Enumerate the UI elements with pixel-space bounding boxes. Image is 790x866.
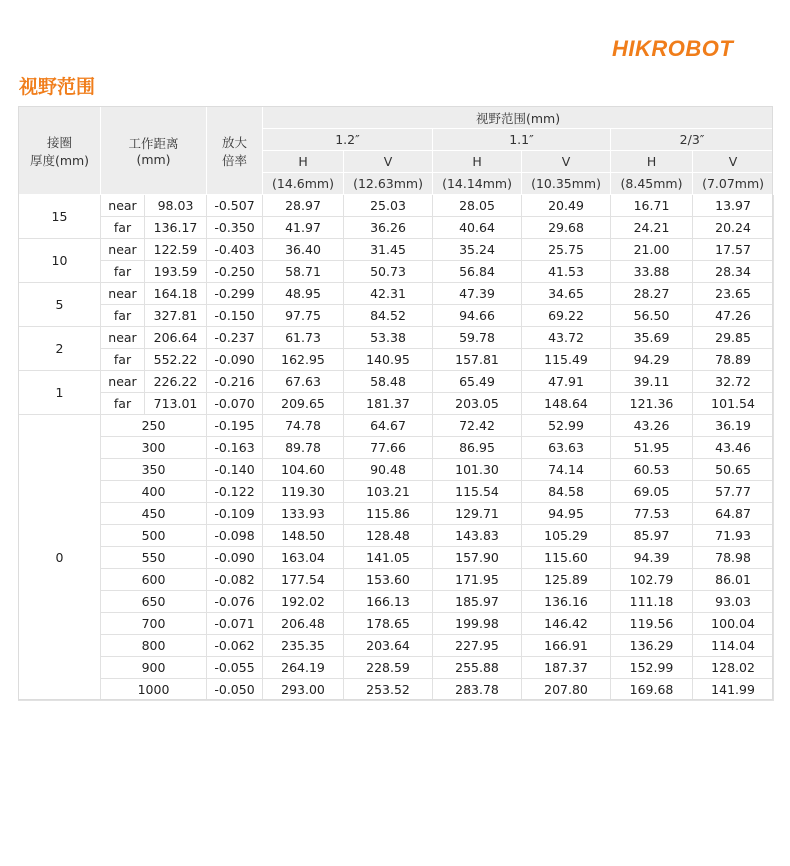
fov-value-cell: 69.05 [611, 481, 693, 503]
distance-header [101, 107, 207, 195]
fov-value-cell: 169.68 [611, 679, 693, 701]
fov-value-cell: 25.03 [344, 195, 433, 217]
magnification-cell: -0.403 [207, 239, 263, 261]
fov-value-cell: 41.97 [263, 217, 344, 239]
magnification-header [207, 107, 263, 195]
fov-value-cell: 52.99 [522, 415, 611, 437]
fov-value-cell: 64.87 [693, 503, 774, 525]
fov-value-cell: 32.72 [693, 371, 774, 393]
distance-value-cell: 650 [101, 591, 207, 613]
magnification-cell: -0.237 [207, 327, 263, 349]
fov-value-cell: 97.75 [263, 305, 344, 327]
fov-value-cell: 100.04 [693, 613, 774, 635]
fov-value-cell: 101.54 [693, 393, 774, 415]
table-row [19, 459, 774, 481]
fov-value-cell: 67.63 [263, 371, 344, 393]
fov-value-cell: 56.84 [433, 261, 522, 283]
sensor-header: 1.2″ [263, 129, 433, 151]
distance-label-cell: far [101, 217, 145, 239]
fov-value-cell: 71.93 [693, 525, 774, 547]
fov-value-cell: 35.24 [433, 239, 522, 261]
fov-value-cell: 84.52 [344, 305, 433, 327]
fov-value-cell: 42.31 [344, 283, 433, 305]
magnification-cell: -0.216 [207, 371, 263, 393]
page-title: 视野范围 [19, 76, 96, 98]
fov-value-cell: 57.77 [693, 481, 774, 503]
fov-value-cell: 209.65 [263, 393, 344, 415]
fov-value-cell: 115.60 [522, 547, 611, 569]
magnification-cell: -0.250 [207, 261, 263, 283]
thickness-header [19, 107, 101, 195]
magnification-cell: -0.195 [207, 415, 263, 437]
fov-value-cell: 17.57 [693, 239, 774, 261]
magnification-cell: -0.140 [207, 459, 263, 481]
fov-value-cell: 16.71 [611, 195, 693, 217]
fov-value-cell: 141.99 [693, 679, 774, 701]
fov-value-cell: 36.26 [344, 217, 433, 239]
magnification-cell: -0.055 [207, 657, 263, 679]
table-row [19, 195, 774, 217]
fov-value-cell: 86.01 [693, 569, 774, 591]
distance-value-cell: 136.17 [145, 217, 207, 239]
fov-value-cell: 89.78 [263, 437, 344, 459]
distance-value-cell: 713.01 [145, 393, 207, 415]
distance-header-line1: 工作距离 [128, 136, 179, 151]
fov-value-cell: 63.63 [522, 437, 611, 459]
magnification-cell: -0.109 [207, 503, 263, 525]
fov-value-cell: 283.78 [433, 679, 522, 701]
thickness-cell: 10 [19, 239, 101, 283]
distance-value-cell: 164.18 [145, 283, 207, 305]
fov-value-cell: 178.65 [344, 613, 433, 635]
magnification-cell: -0.070 [207, 393, 263, 415]
fov-value-cell: 74.14 [522, 459, 611, 481]
fov-value-cell: 94.39 [611, 547, 693, 569]
fov-value-cell: 115.54 [433, 481, 522, 503]
distance-label-cell: near [101, 195, 145, 217]
fov-value-cell: 128.48 [344, 525, 433, 547]
fov-value-cell: 136.16 [522, 591, 611, 613]
fov-value-cell: 59.78 [433, 327, 522, 349]
sensor-header: 2/3″ [611, 129, 774, 151]
fov-value-cell: 119.30 [263, 481, 344, 503]
distance-value-cell: 550 [101, 547, 207, 569]
size-header: (12.63mm) [344, 173, 433, 195]
distance-value-cell: 552.22 [145, 349, 207, 371]
fov-value-cell: 94.29 [611, 349, 693, 371]
fov-value-cell: 51.95 [611, 437, 693, 459]
fov-value-cell: 141.05 [344, 547, 433, 569]
magnification-cell: -0.299 [207, 283, 263, 305]
distance-label-cell: far [101, 349, 145, 371]
table-body [19, 195, 774, 701]
fov-value-cell: 163.04 [263, 547, 344, 569]
distance-value-cell: 700 [101, 613, 207, 635]
fov-value-cell: 121.36 [611, 393, 693, 415]
fov-value-cell: 78.89 [693, 349, 774, 371]
fov-value-cell: 25.75 [522, 239, 611, 261]
table-row [19, 327, 774, 349]
distance-label-cell: near [101, 239, 145, 261]
fov-value-cell: 157.90 [433, 547, 522, 569]
fov-value-cell: 36.40 [263, 239, 344, 261]
table-row [19, 569, 774, 591]
magnification-cell: -0.090 [207, 349, 263, 371]
fov-value-cell: 43.72 [522, 327, 611, 349]
fov-value-cell: 58.71 [263, 261, 344, 283]
fov-value-cell: 34.65 [522, 283, 611, 305]
fov-value-cell: 177.54 [263, 569, 344, 591]
table-row [19, 349, 774, 371]
fov-spec-table [18, 106, 774, 701]
thickness-header-line2: 厚度(mm) [29, 152, 90, 168]
fov-value-cell: 69.22 [522, 305, 611, 327]
table-row [19, 613, 774, 635]
fov-value-cell: 152.99 [611, 657, 693, 679]
fov-value-cell: 43.46 [693, 437, 774, 459]
table-row [19, 239, 774, 261]
fov-value-cell: 20.24 [693, 217, 774, 239]
magnification-cell: -0.076 [207, 591, 263, 613]
axis-header: H [263, 151, 344, 173]
fov-value-cell: 77.53 [611, 503, 693, 525]
distance-label-cell: near [101, 283, 145, 305]
distance-value-cell: 193.59 [145, 261, 207, 283]
magnification-cell: -0.098 [207, 525, 263, 547]
table-row [19, 283, 774, 305]
magnification-cell: -0.507 [207, 195, 263, 217]
fov-value-cell: 61.73 [263, 327, 344, 349]
fov-value-cell: 166.91 [522, 635, 611, 657]
fov-value-cell: 50.65 [693, 459, 774, 481]
size-header: (14.6mm) [263, 173, 344, 195]
fov-value-cell: 56.50 [611, 305, 693, 327]
fov-value-cell: 39.11 [611, 371, 693, 393]
table-row [19, 657, 774, 679]
fov-value-cell: 104.60 [263, 459, 344, 481]
fov-value-cell: 192.02 [263, 591, 344, 613]
fov-value-cell: 29.68 [522, 217, 611, 239]
fov-value-cell: 33.88 [611, 261, 693, 283]
axis-header: H [611, 151, 693, 173]
fov-value-cell: 235.35 [263, 635, 344, 657]
fov-value-cell: 84.58 [522, 481, 611, 503]
magnification-cell: -0.071 [207, 613, 263, 635]
fov-value-cell: 43.26 [611, 415, 693, 437]
fov-value-cell: 166.13 [344, 591, 433, 613]
fov-value-cell: 253.52 [344, 679, 433, 701]
distance-value-cell: 122.59 [145, 239, 207, 261]
table-row [19, 679, 774, 701]
fov-value-cell: 171.95 [433, 569, 522, 591]
fov-value-cell: 199.98 [433, 613, 522, 635]
fov-value-cell: 206.48 [263, 613, 344, 635]
distance-value-cell: 1000 [101, 679, 207, 701]
size-header: (7.07mm) [693, 173, 774, 195]
distance-label-cell: far [101, 393, 145, 415]
distance-value-cell: 900 [101, 657, 207, 679]
magnification-cell: -0.350 [207, 217, 263, 239]
fov-value-cell: 77.66 [344, 437, 433, 459]
table-row [19, 371, 774, 393]
fov-value-cell: 207.80 [522, 679, 611, 701]
thickness-cell: 2 [19, 327, 101, 371]
table-row [19, 393, 774, 415]
fov-header: 视野范围(mm) [263, 107, 774, 129]
fov-value-cell: 102.79 [611, 569, 693, 591]
fov-value-cell: 143.83 [433, 525, 522, 547]
fov-value-cell: 31.45 [344, 239, 433, 261]
fov-value-cell: 129.71 [433, 503, 522, 525]
distance-label-cell: far [101, 261, 145, 283]
fov-value-cell: 133.93 [263, 503, 344, 525]
fov-value-cell: 264.19 [263, 657, 344, 679]
magnification-cell: -0.050 [207, 679, 263, 701]
fov-value-cell: 255.88 [433, 657, 522, 679]
fov-value-cell: 72.42 [433, 415, 522, 437]
thickness-cell: 15 [19, 195, 101, 239]
table-row [19, 591, 774, 613]
fov-value-cell: 136.29 [611, 635, 693, 657]
fov-value-cell: 105.29 [522, 525, 611, 547]
fov-value-cell: 157.81 [433, 349, 522, 371]
fov-value-cell: 64.67 [344, 415, 433, 437]
fov-value-cell: 50.73 [344, 261, 433, 283]
fov-value-cell: 47.39 [433, 283, 522, 305]
magnification-cell: -0.062 [207, 635, 263, 657]
fov-value-cell: 13.97 [693, 195, 774, 217]
fov-value-cell: 85.97 [611, 525, 693, 547]
fov-value-cell: 36.19 [693, 415, 774, 437]
fov-value-cell: 115.49 [522, 349, 611, 371]
fov-value-cell: 103.21 [344, 481, 433, 503]
fov-value-cell: 29.85 [693, 327, 774, 349]
table-row [19, 525, 774, 547]
axis-header: H [433, 151, 522, 173]
fov-value-cell: 162.95 [263, 349, 344, 371]
fov-value-cell: 140.95 [344, 349, 433, 371]
fov-value-cell: 20.49 [522, 195, 611, 217]
fov-value-cell: 114.04 [693, 635, 774, 657]
distance-value-cell: 400 [101, 481, 207, 503]
magnification-header-line1: 放大 [222, 134, 248, 150]
magnification-cell: -0.163 [207, 437, 263, 459]
table-row [19, 437, 774, 459]
distance-value-cell: 327.81 [145, 305, 207, 327]
fov-value-cell: 93.03 [693, 591, 774, 613]
magnification-cell: -0.090 [207, 547, 263, 569]
fov-value-cell: 35.69 [611, 327, 693, 349]
fov-value-cell: 203.05 [433, 393, 522, 415]
fov-value-cell: 203.64 [344, 635, 433, 657]
fov-value-cell: 119.56 [611, 613, 693, 635]
fov-value-cell: 90.48 [344, 459, 433, 481]
fov-value-cell: 47.91 [522, 371, 611, 393]
distance-value-cell: 250 [101, 415, 207, 437]
table-row [19, 481, 774, 503]
fov-value-cell: 41.53 [522, 261, 611, 283]
fov-value-cell: 181.37 [344, 393, 433, 415]
fov-value-cell: 125.89 [522, 569, 611, 591]
thickness-cell: 0 [19, 415, 101, 701]
size-header: (10.35mm) [522, 173, 611, 195]
fov-value-cell: 21.00 [611, 239, 693, 261]
distance-label-cell: far [101, 305, 145, 327]
distance-label-cell: near [101, 371, 145, 393]
thickness-cell: 1 [19, 371, 101, 415]
axis-header: V [344, 151, 433, 173]
table-row [19, 261, 774, 283]
fov-value-cell: 23.65 [693, 283, 774, 305]
fov-value-cell: 53.38 [344, 327, 433, 349]
size-header: (14.14mm) [433, 173, 522, 195]
fov-value-cell: 153.60 [344, 569, 433, 591]
fov-value-cell: 128.02 [693, 657, 774, 679]
distance-value-cell: 300 [101, 437, 207, 459]
distance-header-line2: (mm) [136, 152, 171, 167]
table-row [19, 547, 774, 569]
fov-value-cell: 28.34 [693, 261, 774, 283]
table-row [19, 217, 774, 239]
fov-value-cell: 111.18 [611, 591, 693, 613]
fov-value-cell: 28.27 [611, 283, 693, 305]
fov-value-cell: 187.37 [522, 657, 611, 679]
fov-value-cell: 228.59 [344, 657, 433, 679]
magnification-cell: -0.150 [207, 305, 263, 327]
table-header [19, 107, 774, 195]
distance-value-cell: 600 [101, 569, 207, 591]
fov-value-cell: 48.95 [263, 283, 344, 305]
fov-value-cell: 60.53 [611, 459, 693, 481]
distance-value-cell: 206.64 [145, 327, 207, 349]
fov-value-cell: 146.42 [522, 613, 611, 635]
distance-value-cell: 350 [101, 459, 207, 481]
distance-value-cell: 450 [101, 503, 207, 525]
fov-value-cell: 40.64 [433, 217, 522, 239]
fov-value-cell: 65.49 [433, 371, 522, 393]
thickness-header-line1: 接圈 [46, 134, 72, 150]
distance-value-cell: 98.03 [145, 195, 207, 217]
magnification-cell: -0.122 [207, 481, 263, 503]
size-header: (8.45mm) [611, 173, 693, 195]
distance-value-cell: 226.22 [145, 371, 207, 393]
distance-label-cell: near [101, 327, 145, 349]
fov-value-cell: 94.66 [433, 305, 522, 327]
fov-value-cell: 115.86 [344, 503, 433, 525]
fov-value-cell: 94.95 [522, 503, 611, 525]
fov-value-cell: 58.48 [344, 371, 433, 393]
table-row [19, 635, 774, 657]
magnification-cell: -0.082 [207, 569, 263, 591]
distance-value-cell: 800 [101, 635, 207, 657]
axis-header: V [522, 151, 611, 173]
fov-value-cell: 78.98 [693, 547, 774, 569]
thickness-cell: 5 [19, 283, 101, 327]
hikrobot-logo: HIKROBOT [612, 36, 734, 61]
fov-value-cell: 74.78 [263, 415, 344, 437]
fov-value-cell: 293.00 [263, 679, 344, 701]
magnification-header-line2: 倍率 [222, 152, 248, 168]
table-row [19, 305, 774, 327]
sensor-header: 1.1″ [433, 129, 611, 151]
fov-value-cell: 24.21 [611, 217, 693, 239]
fov-value-cell: 148.50 [263, 525, 344, 547]
axis-header: V [693, 151, 774, 173]
fov-value-cell: 47.26 [693, 305, 774, 327]
table-row [19, 415, 774, 437]
distance-value-cell: 500 [101, 525, 207, 547]
fov-value-cell: 86.95 [433, 437, 522, 459]
fov-value-cell: 227.95 [433, 635, 522, 657]
table-row [19, 503, 774, 525]
fov-value-cell: 185.97 [433, 591, 522, 613]
fov-value-cell: 101.30 [433, 459, 522, 481]
fov-value-cell: 28.05 [433, 195, 522, 217]
fov-value-cell: 148.64 [522, 393, 611, 415]
fov-value-cell: 28.97 [263, 195, 344, 217]
